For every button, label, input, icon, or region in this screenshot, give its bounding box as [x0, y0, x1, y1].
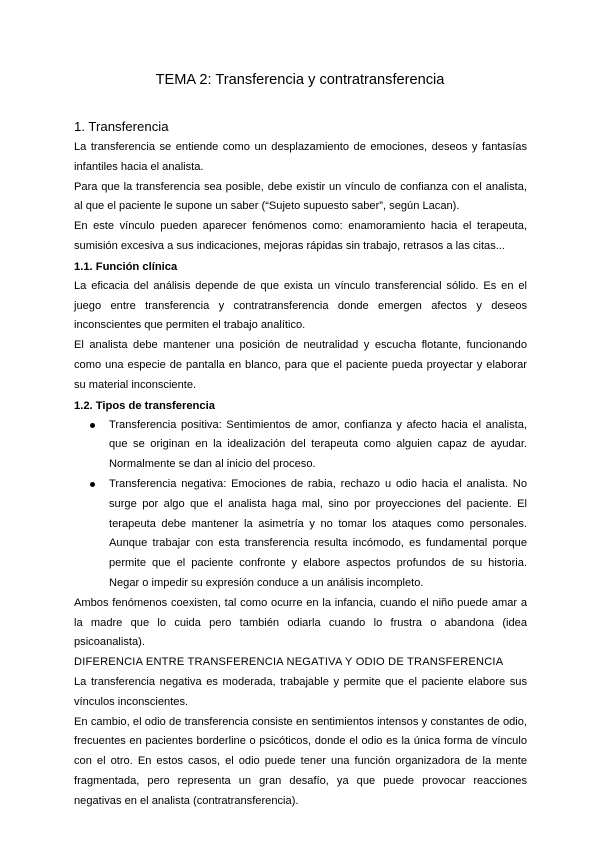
list-item-text: Transferencia positiva: Sentimientos de amor, confianza y afecto hacia el analista, que se originan en la idealización del terapeuta como alguien capaz de ayudar. Normalmente se dan al inicio del proceso.: [109, 418, 527, 471]
paragraph: La transferencia negativa es moderada, trabajable y permite que el paciente elabore sus vínculos inconscientes.: [74, 675, 527, 708]
subsection-heading-funcion-clinica: 1.1. Función clínica: [74, 260, 178, 273]
list-item: [109, 416, 527, 475]
section-heading-diferencia: DIFERENCIA ENTRE TRANSFERENCIA NEGATIVA Y ODIO DE TRANSFERENCIA: [74, 656, 504, 669]
page-title: TEMA 2: Transferencia y contratransferencia: [155, 72, 445, 88]
paragraph: La transferencia se entiende como un desplazamiento de emociones, deseos y fantasías infantiles hacia el analista.: [74, 141, 527, 173]
list-item: [109, 475, 527, 594]
paragraph: El analista debe mantener una posición de neutralidad y escucha flotante, funcionando como una especie de pantalla en blanco, para que el paciente pueda proyectar y elaborar su material inconsciente.: [74, 339, 527, 391]
subsection-heading-tipos-transferencia: 1.2. Tipos de transferencia: [74, 399, 215, 412]
bullet-icon: [90, 482, 95, 487]
section-heading-transferencia: 1. Transferencia: [74, 119, 169, 134]
paragraph: Ambos fenómenos coexisten, tal como ocurre en la infancia, cuando el niño puede amar a la madre que lo cuida pero también odiarla cuando lo frustra o abandona (idea psicoanalista).: [74, 596, 527, 649]
paragraph: En este vínculo pueden aparecer fenómenos como: enamoramiento hacia el terapeuta, sumisión excesiva a sus indicaciones, mejoras rápidas sin trabajo, retrasos a las citas...: [74, 220, 527, 252]
paragraph: Para que la transferencia sea posible, debe existir un vínculo de confianza con el analista, al que el paciente le supone un saber (“Sujeto supuesto saber”, según Lacan).: [74, 180, 527, 213]
paragraph: La eficacia del análisis depende de que exista un vínculo transferencial sólido. Es en el juego entre transferencia y contratransferencia donde emergen afectos y deseos inconscientes que permiten el trabajo analítico.: [74, 279, 527, 332]
list-item-text: Transferencia negativa: Emociones de rabia, rechazo u odio hacia el analista. No surge por algo que el analista haga mal, sino por proyecciones del paciente. El terapeuta debe mantener la asimetría y no tomar los ataques como personales. Aunque trabajar con esta transferencia resulta incómodo, es fundamental porque permite que el paciente confronte y elabore aspectos profundos de su historia. Negar o impedir su expresión conduce a un análisis incompleto.: [109, 477, 527, 589]
bullet-icon: [90, 423, 95, 428]
bullet-list: [74, 416, 527, 594]
document-body: [74, 117, 527, 812]
paragraph: En cambio, el odio de transferencia consiste en sentimientos intensos y constantes de odio, frecuentes en pacientes borderline o psicóticos, donde el odio es la única forma de vínculo con el otro. En estos casos, el odio puede tener una función organizadora de la mente fragmentada, pero representa un gran desafío, ya que puede provocar reacciones negativas en el analista (contratransferencia).: [74, 715, 527, 807]
